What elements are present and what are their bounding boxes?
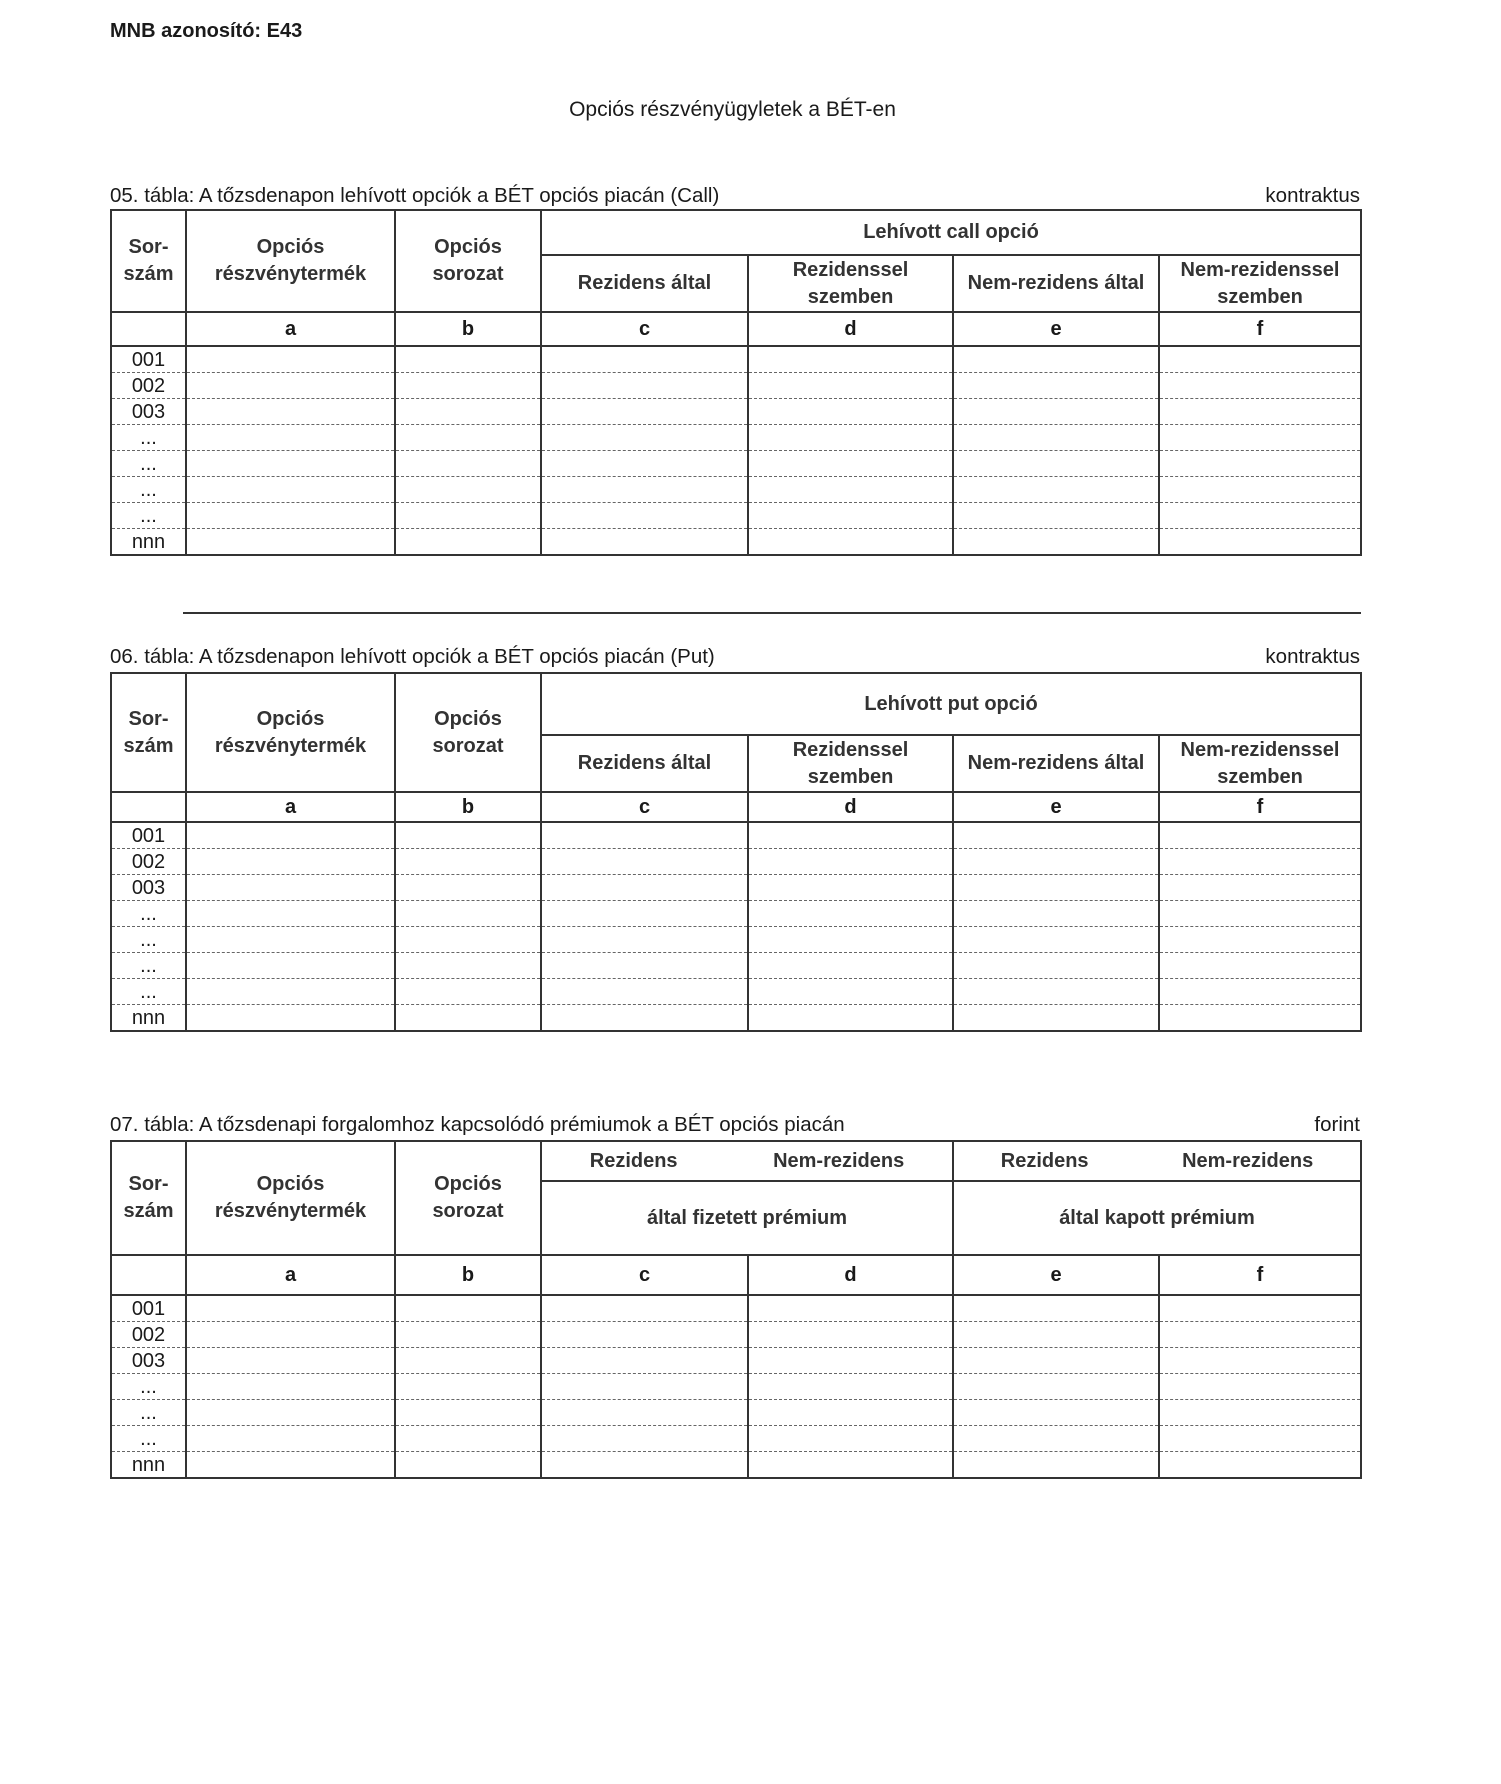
header-col-e: Nem-rezidens által bbox=[953, 735, 1159, 792]
cell-f[interactable] bbox=[1159, 1005, 1361, 1032]
cell-c[interactable] bbox=[541, 1452, 748, 1479]
cell-c[interactable] bbox=[541, 1322, 748, 1348]
cell-a[interactable] bbox=[186, 953, 395, 979]
cell-c[interactable] bbox=[541, 901, 748, 927]
cell-a[interactable] bbox=[186, 346, 395, 373]
cell-f[interactable] bbox=[1159, 1295, 1361, 1322]
header-received-nonresident: Nem-rezidens bbox=[1182, 1149, 1314, 1172]
cell-a[interactable] bbox=[186, 425, 395, 451]
letter-d: d bbox=[748, 792, 953, 822]
letter-d: d bbox=[748, 1255, 953, 1295]
page-title: Opciós részvényügyletek a BÉT-en bbox=[569, 98, 896, 121]
cell-e[interactable] bbox=[953, 529, 1159, 556]
table-row bbox=[111, 822, 1361, 849]
table-row bbox=[111, 953, 1361, 979]
header-col-e: Nem-rezidens által bbox=[953, 255, 1159, 312]
cell-a[interactable] bbox=[186, 927, 395, 953]
cell-f[interactable] bbox=[1159, 1400, 1361, 1426]
cell-a[interactable] bbox=[186, 373, 395, 399]
table-row bbox=[111, 346, 1361, 373]
letter-c: c bbox=[541, 792, 748, 822]
row-number: ... bbox=[111, 1374, 186, 1400]
table-06-unit: kontraktus bbox=[1265, 645, 1360, 668]
letter-b: b bbox=[395, 312, 541, 346]
table-row bbox=[111, 875, 1361, 901]
mnb-identifier: MNB azonosító: E43 bbox=[110, 20, 303, 42]
cell-a[interactable] bbox=[186, 451, 395, 477]
cell-d[interactable] bbox=[748, 1374, 953, 1400]
table-row bbox=[111, 399, 1361, 425]
row-number: ... bbox=[111, 451, 186, 477]
cell-c[interactable] bbox=[541, 1426, 748, 1452]
cell-a[interactable] bbox=[186, 849, 395, 875]
letter-empty bbox=[111, 1255, 186, 1295]
table-row bbox=[111, 1295, 1361, 1322]
section-separator bbox=[183, 612, 1361, 614]
cell-b[interactable] bbox=[395, 399, 541, 425]
cell-f[interactable] bbox=[1159, 875, 1361, 901]
cell-a[interactable] bbox=[186, 875, 395, 901]
header-paid-resident: Rezidens bbox=[589, 1149, 678, 1172]
header-col-b: Opciós sorozat bbox=[395, 1141, 541, 1255]
cell-c[interactable] bbox=[541, 953, 748, 979]
row-number: ... bbox=[111, 503, 186, 529]
header-paid-nonresident: Nem-rezidens bbox=[773, 1149, 905, 1172]
cell-b[interactable] bbox=[395, 953, 541, 979]
cell-b[interactable] bbox=[395, 849, 541, 875]
table-row bbox=[111, 425, 1361, 451]
cell-c[interactable] bbox=[541, 875, 748, 901]
cell-e[interactable] bbox=[953, 451, 1159, 477]
letter-e: e bbox=[953, 312, 1159, 346]
table-row bbox=[111, 1400, 1361, 1426]
cell-b[interactable] bbox=[395, 927, 541, 953]
cell-e[interactable] bbox=[953, 425, 1159, 451]
row-number: ... bbox=[111, 477, 186, 503]
cell-e[interactable] bbox=[953, 1426, 1159, 1452]
cell-f[interactable] bbox=[1159, 1452, 1361, 1479]
letter-f: f bbox=[1159, 1255, 1361, 1295]
cell-a[interactable] bbox=[186, 1426, 395, 1452]
cell-f[interactable] bbox=[1159, 1374, 1361, 1400]
table-row bbox=[111, 1322, 1361, 1348]
cell-f[interactable] bbox=[1159, 901, 1361, 927]
cell-b[interactable] bbox=[395, 373, 541, 399]
cell-d[interactable] bbox=[748, 503, 953, 529]
cell-d[interactable] bbox=[748, 399, 953, 425]
table-row bbox=[111, 927, 1361, 953]
cell-c[interactable] bbox=[541, 451, 748, 477]
letter-e: e bbox=[953, 1255, 1159, 1295]
table-row bbox=[111, 451, 1361, 477]
row-number: 002 bbox=[111, 373, 186, 399]
cell-d[interactable] bbox=[748, 875, 953, 901]
cell-d[interactable] bbox=[748, 346, 953, 373]
cell-b[interactable] bbox=[395, 1295, 541, 1322]
cell-b[interactable] bbox=[395, 979, 541, 1005]
cell-e[interactable] bbox=[953, 1400, 1159, 1426]
header-sorszam: Sor- szám bbox=[111, 1141, 186, 1255]
cell-c[interactable] bbox=[541, 1400, 748, 1426]
letter-c: c bbox=[541, 312, 748, 346]
table-05-title: 05. tábla: A tőzsdenapon lehívott opciók a BÉT opciós piacán (Call) bbox=[110, 184, 720, 207]
header-sorszam: Sor- szám bbox=[111, 210, 186, 312]
cell-d[interactable] bbox=[748, 822, 953, 849]
cell-b[interactable] bbox=[395, 1400, 541, 1426]
cell-b[interactable] bbox=[395, 425, 541, 451]
letter-e: e bbox=[953, 792, 1159, 822]
header-col-a: Opciós részvénytermék bbox=[186, 1141, 395, 1255]
letter-f: f bbox=[1159, 792, 1361, 822]
cell-e[interactable] bbox=[953, 1452, 1159, 1479]
letter-a: a bbox=[186, 1255, 395, 1295]
cell-b[interactable] bbox=[395, 1452, 541, 1479]
row-number: 003 bbox=[111, 1348, 186, 1374]
cell-a[interactable] bbox=[186, 1452, 395, 1479]
cell-d[interactable] bbox=[748, 1400, 953, 1426]
cell-f[interactable] bbox=[1159, 373, 1361, 399]
cell-e[interactable] bbox=[953, 1374, 1159, 1400]
table-row bbox=[111, 477, 1361, 503]
cell-d[interactable] bbox=[748, 953, 953, 979]
cell-a[interactable] bbox=[186, 1295, 395, 1322]
table-row bbox=[111, 1452, 1361, 1479]
header-col-c: Rezidens által bbox=[541, 255, 748, 312]
header-col-c: Rezidens által bbox=[541, 735, 748, 792]
letter-row bbox=[111, 792, 1361, 822]
header-col-a: Opciós részvénytermék bbox=[186, 210, 395, 312]
cell-f[interactable] bbox=[1159, 1348, 1361, 1374]
cell-d[interactable] bbox=[748, 849, 953, 875]
cell-c[interactable] bbox=[541, 979, 748, 1005]
header-group: Lehívott call opció bbox=[541, 210, 1361, 255]
cell-b[interactable] bbox=[395, 875, 541, 901]
cell-c[interactable] bbox=[541, 399, 748, 425]
cell-c[interactable] bbox=[541, 529, 748, 556]
header-col-b: Opciós sorozat bbox=[395, 210, 541, 312]
cell-b[interactable] bbox=[395, 901, 541, 927]
cell-d[interactable] bbox=[748, 927, 953, 953]
cell-c[interactable] bbox=[541, 477, 748, 503]
cell-d[interactable] bbox=[748, 451, 953, 477]
table-06-title: 06. tábla: A tőzsdenapon lehívott opciók a BÉT opciós piacán (Put) bbox=[110, 645, 715, 668]
row-number: ... bbox=[111, 1400, 186, 1426]
row-number: nnn bbox=[111, 1005, 186, 1032]
cell-e[interactable] bbox=[953, 1322, 1159, 1348]
row-number: 003 bbox=[111, 399, 186, 425]
cell-a[interactable] bbox=[186, 901, 395, 927]
table-05-unit: kontraktus bbox=[1265, 184, 1360, 207]
row-number: nnn bbox=[111, 529, 186, 556]
row-number: ... bbox=[111, 1426, 186, 1452]
cell-e[interactable] bbox=[953, 503, 1159, 529]
cell-b[interactable] bbox=[395, 1322, 541, 1348]
cell-e[interactable] bbox=[953, 1348, 1159, 1374]
letter-row bbox=[111, 312, 1361, 346]
table-row bbox=[111, 901, 1361, 927]
table-row bbox=[111, 529, 1361, 556]
cell-f[interactable] bbox=[1159, 451, 1361, 477]
cell-c[interactable] bbox=[541, 1374, 748, 1400]
cell-f[interactable] bbox=[1159, 477, 1361, 503]
cell-e[interactable] bbox=[953, 927, 1159, 953]
cell-d[interactable] bbox=[748, 529, 953, 556]
cell-f[interactable] bbox=[1159, 1322, 1361, 1348]
cell-b[interactable] bbox=[395, 503, 541, 529]
cell-d[interactable] bbox=[748, 1348, 953, 1374]
cell-c[interactable] bbox=[541, 346, 748, 373]
cell-f[interactable] bbox=[1159, 503, 1361, 529]
row-number: 001 bbox=[111, 346, 186, 373]
cell-e[interactable] bbox=[953, 399, 1159, 425]
row-number: nnn bbox=[111, 1452, 186, 1479]
cell-e[interactable] bbox=[953, 477, 1159, 503]
cell-e[interactable] bbox=[953, 346, 1159, 373]
cell-c[interactable] bbox=[541, 849, 748, 875]
header-col-f: Nem-rezidenssel szemben bbox=[1159, 255, 1361, 312]
cell-c[interactable] bbox=[541, 1348, 748, 1374]
table-row bbox=[111, 979, 1361, 1005]
letter-empty bbox=[111, 792, 186, 822]
cell-d[interactable] bbox=[748, 1005, 953, 1032]
cell-c[interactable] bbox=[541, 822, 748, 849]
header-received-group bbox=[953, 1141, 1361, 1181]
row-number: 001 bbox=[111, 1295, 186, 1322]
cell-d[interactable] bbox=[748, 979, 953, 1005]
cell-f[interactable] bbox=[1159, 979, 1361, 1005]
header-col-b: Opciós sorozat bbox=[395, 673, 541, 792]
cell-a[interactable] bbox=[186, 1400, 395, 1426]
table-07 bbox=[110, 1140, 1362, 1479]
header-paid-premium: által fizetett prémium bbox=[541, 1181, 953, 1255]
header-col-f: Nem-rezidenssel szemben bbox=[1159, 735, 1361, 792]
table-row bbox=[111, 1426, 1361, 1452]
letter-c: c bbox=[541, 1255, 748, 1295]
table-row bbox=[111, 1348, 1361, 1374]
cell-b[interactable] bbox=[395, 477, 541, 503]
letter-a: a bbox=[186, 792, 395, 822]
cell-e[interactable] bbox=[953, 953, 1159, 979]
row-number: ... bbox=[111, 425, 186, 451]
header-group: Lehívott put opció bbox=[541, 673, 1361, 735]
row-number: 002 bbox=[111, 1322, 186, 1348]
cell-b[interactable] bbox=[395, 1005, 541, 1032]
cell-e[interactable] bbox=[953, 901, 1159, 927]
cell-a[interactable] bbox=[186, 503, 395, 529]
row-number: ... bbox=[111, 953, 186, 979]
cell-f[interactable] bbox=[1159, 425, 1361, 451]
row-number: ... bbox=[111, 901, 186, 927]
table-row bbox=[111, 503, 1361, 529]
cell-a[interactable] bbox=[186, 399, 395, 425]
header-received-premium: által kapott prémium bbox=[953, 1181, 1361, 1255]
cell-a[interactable] bbox=[186, 1348, 395, 1374]
cell-d[interactable] bbox=[748, 425, 953, 451]
cell-f[interactable] bbox=[1159, 399, 1361, 425]
cell-d[interactable] bbox=[748, 373, 953, 399]
cell-e[interactable] bbox=[953, 822, 1159, 849]
header-col-d: Rezidenssel szemben bbox=[748, 255, 953, 312]
cell-c[interactable] bbox=[541, 1295, 748, 1322]
cell-e[interactable] bbox=[953, 1295, 1159, 1322]
table-07-title: 07. tábla: A tőzsdenapi forgalomhoz kapcsolódó prémiumok a BÉT opciós piacán bbox=[110, 1113, 845, 1136]
letter-b: b bbox=[395, 792, 541, 822]
cell-f[interactable] bbox=[1159, 822, 1361, 849]
cell-e[interactable] bbox=[953, 875, 1159, 901]
cell-e[interactable] bbox=[953, 1005, 1159, 1032]
cell-c[interactable] bbox=[541, 425, 748, 451]
header-received-resident: Rezidens bbox=[1000, 1149, 1089, 1172]
letter-row bbox=[111, 1255, 1361, 1295]
cell-e[interactable] bbox=[953, 849, 1159, 875]
cell-d[interactable] bbox=[748, 477, 953, 503]
cell-b[interactable] bbox=[395, 346, 541, 373]
letter-f: f bbox=[1159, 312, 1361, 346]
cell-c[interactable] bbox=[541, 373, 748, 399]
table-row bbox=[111, 849, 1361, 875]
header-col-d: Rezidenssel szemben bbox=[748, 735, 953, 792]
table-07-unit: forint bbox=[1314, 1113, 1360, 1136]
cell-b[interactable] bbox=[395, 529, 541, 556]
cell-b[interactable] bbox=[395, 1348, 541, 1374]
cell-d[interactable] bbox=[748, 1322, 953, 1348]
cell-a[interactable] bbox=[186, 979, 395, 1005]
row-number: 001 bbox=[111, 822, 186, 849]
cell-d[interactable] bbox=[748, 1452, 953, 1479]
cell-a[interactable] bbox=[186, 1005, 395, 1032]
cell-f[interactable] bbox=[1159, 1426, 1361, 1452]
cell-c[interactable] bbox=[541, 503, 748, 529]
table-row bbox=[111, 373, 1361, 399]
cell-d[interactable] bbox=[748, 1426, 953, 1452]
row-number: 003 bbox=[111, 875, 186, 901]
cell-e[interactable] bbox=[953, 979, 1159, 1005]
cell-a[interactable] bbox=[186, 1374, 395, 1400]
cell-c[interactable] bbox=[541, 927, 748, 953]
row-number: ... bbox=[111, 979, 186, 1005]
header-col-a: Opciós részvénytermék bbox=[186, 673, 395, 792]
cell-f[interactable] bbox=[1159, 953, 1361, 979]
cell-f[interactable] bbox=[1159, 849, 1361, 875]
table-row bbox=[111, 1005, 1361, 1032]
cell-a[interactable] bbox=[186, 477, 395, 503]
row-number: 002 bbox=[111, 849, 186, 875]
letter-d: d bbox=[748, 312, 953, 346]
cell-d[interactable] bbox=[748, 901, 953, 927]
header-sorszam: Sor- szám bbox=[111, 673, 186, 792]
cell-d[interactable] bbox=[748, 1295, 953, 1322]
cell-f[interactable] bbox=[1159, 927, 1361, 953]
letter-empty bbox=[111, 312, 186, 346]
header-paid-group bbox=[541, 1141, 953, 1181]
cell-a[interactable] bbox=[186, 529, 395, 556]
cell-b[interactable] bbox=[395, 1426, 541, 1452]
cell-a[interactable] bbox=[186, 822, 395, 849]
cell-f[interactable] bbox=[1159, 529, 1361, 556]
cell-b[interactable] bbox=[395, 451, 541, 477]
row-number: ... bbox=[111, 927, 186, 953]
letter-a: a bbox=[186, 312, 395, 346]
table-row bbox=[111, 1374, 1361, 1400]
table-06 bbox=[110, 672, 1362, 1032]
cell-e[interactable] bbox=[953, 373, 1159, 399]
cell-c[interactable] bbox=[541, 1005, 748, 1032]
cell-b[interactable] bbox=[395, 822, 541, 849]
cell-b[interactable] bbox=[395, 1374, 541, 1400]
cell-a[interactable] bbox=[186, 1322, 395, 1348]
table-05 bbox=[110, 209, 1362, 556]
letter-b: b bbox=[395, 1255, 541, 1295]
cell-f[interactable] bbox=[1159, 346, 1361, 373]
